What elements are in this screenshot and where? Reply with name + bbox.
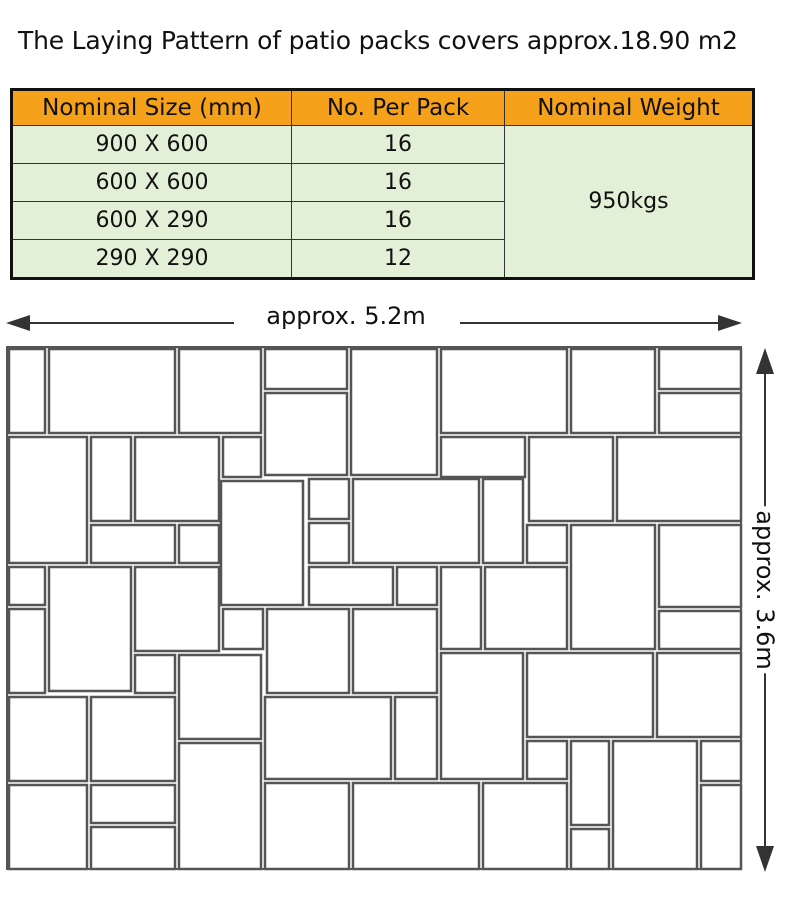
size-cell: 900 X 600	[12, 126, 292, 164]
paving-slab	[485, 567, 567, 649]
header-nominal-weight: Nominal Weight	[505, 90, 754, 126]
paving-slab	[9, 609, 45, 693]
paving-slab	[701, 741, 741, 781]
paving-slab	[135, 437, 219, 521]
paving-slab	[571, 525, 655, 649]
size-cell: 600 X 600	[12, 164, 292, 202]
paving-slab	[265, 349, 347, 389]
paving-slab	[179, 655, 261, 739]
paving-slab	[527, 653, 653, 737]
paving-slab	[309, 479, 349, 519]
paving-slab	[179, 525, 219, 563]
paving-slab	[9, 437, 87, 563]
paving-slab	[353, 609, 437, 693]
paving-slab	[527, 741, 567, 779]
paving-slab	[395, 697, 437, 779]
paving-slab	[91, 785, 175, 823]
paving-slab	[91, 437, 131, 521]
paving-slab	[659, 525, 741, 607]
laying-pattern-plan	[6, 346, 744, 874]
paving-slab	[659, 611, 741, 649]
paving-slab	[441, 349, 567, 433]
count-cell: 16	[292, 164, 505, 202]
paving-slab	[309, 523, 349, 563]
paving-slab	[265, 697, 391, 779]
paving-slab	[613, 741, 697, 869]
paving-slab	[397, 567, 437, 605]
paving-slab	[91, 525, 175, 563]
paving-slab	[49, 349, 175, 433]
paving-slab	[571, 349, 655, 433]
header-nominal-size: Nominal Size (mm)	[12, 90, 292, 126]
paving-slab	[527, 525, 567, 563]
paving-slab	[91, 827, 175, 869]
paving-slab	[441, 437, 525, 477]
paving-slab	[351, 349, 437, 475]
paving-slab	[441, 653, 523, 779]
height-dimension-label: approx. 3.6m	[751, 506, 779, 673]
paving-slab	[9, 349, 45, 433]
size-cell: 290 X 290	[12, 240, 292, 279]
paving-slab	[91, 697, 175, 781]
paving-slab	[9, 697, 87, 781]
paving-slab	[571, 829, 609, 869]
paving-slab	[659, 349, 741, 389]
paving-slab	[265, 783, 349, 869]
paving-slab	[529, 437, 613, 521]
paving-slab	[571, 741, 609, 825]
size-cell: 600 X 290	[12, 202, 292, 240]
paving-slab	[265, 393, 347, 475]
paving-slab	[483, 783, 567, 869]
paving-slab	[9, 785, 87, 869]
pack-spec-table	[10, 88, 755, 280]
header-count-per-pack: No. Per Pack	[292, 90, 505, 126]
paving-slab	[309, 567, 393, 605]
paving-slab	[9, 567, 45, 605]
paving-slab	[223, 437, 261, 477]
weight-cell: 950kgs	[505, 126, 754, 279]
paving-slab	[353, 479, 479, 563]
paving-slab	[701, 785, 741, 869]
paving-slab	[483, 479, 523, 563]
table-header-row	[12, 90, 754, 126]
paving-slab	[267, 609, 349, 693]
width-dimension-label: approx. 5.2m	[266, 302, 426, 330]
count-cell: 12	[292, 240, 505, 279]
paving-slab	[135, 567, 219, 651]
paving-slab	[659, 393, 741, 433]
paving-slab	[223, 609, 263, 649]
paving-slab	[135, 655, 175, 693]
paving-slab	[617, 437, 741, 521]
paving-slab	[441, 567, 481, 649]
paving-slab	[179, 743, 261, 869]
table-row	[12, 126, 754, 164]
count-cell: 16	[292, 126, 505, 164]
paving-slab	[657, 653, 741, 737]
paving-slab	[179, 349, 261, 433]
paving-slab	[49, 567, 131, 691]
count-cell: 16	[292, 202, 505, 240]
page-title: The Laying Pattern of patio packs covers approx.18.90 m2	[18, 26, 738, 55]
paving-slab	[221, 481, 303, 605]
paving-slab	[353, 783, 479, 869]
